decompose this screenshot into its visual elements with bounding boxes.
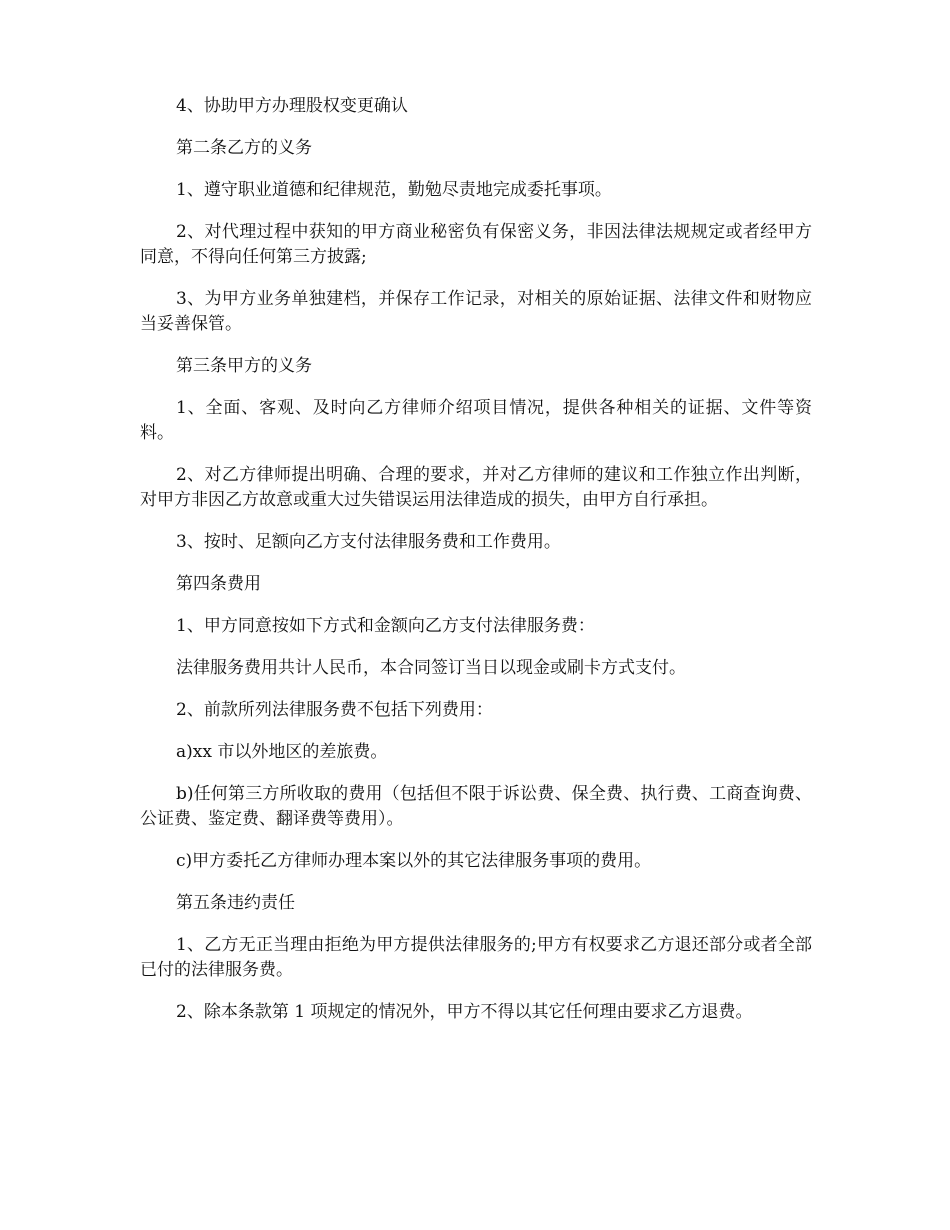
paragraph: 1、全面、客观、及时向乙方律师介绍项目情况，提供各种相关的证据、文件等资料。 — [140, 398, 812, 443]
paragraph: 法律服务费用共计人民币，本合同签订当日以现金或刷卡方式支付。 — [176, 658, 686, 678]
paragraph: 1、甲方同意按如下方式和金额向乙方支付法律服务费： — [176, 616, 595, 636]
section-heading: 第五条违约责任 — [176, 893, 295, 913]
section-heading: 第二条乙方的义务 — [176, 138, 312, 158]
paragraph: b)任何第三方所收取的费用（包括但不限于诉讼费、保全费、执行费、工商查询费、公证费、鉴定费、翻译费等费用）。 — [140, 784, 812, 829]
section-heading: 第四条费用 — [176, 574, 261, 594]
paragraph: a)xx 市以外地区的差旅费。 — [176, 742, 388, 762]
document-body — [140, 94, 812, 1042]
paragraph: 1、乙方无正当理由拒绝为甲方提供法律服务的;甲方有权要求乙方退还部分或者全部已付的法律服务费。 — [140, 935, 812, 980]
paragraph: 2、对代理过程中获知的甲方商业秘密负有保密义务，非因法律法规规定或者经甲方同意，不得向任何第三方披露; — [140, 222, 812, 267]
paragraph: 1、遵守职业道德和纪律规范，勤勉尽责地完成委托事项。 — [176, 180, 612, 200]
paragraph: 3、按时、足额向乙方支付法律服务费和工作费用。 — [176, 532, 561, 552]
paragraph: 2、对乙方律师提出明确、合理的要求，并对乙方律师的建议和工作独立作出判断，对甲方非因乙方故意或重大过失错误运用法律造成的损失，由甲方自行承担。 — [140, 465, 812, 510]
paragraph: 2、前款所列法律服务费不包括下列费用： — [176, 700, 493, 720]
paragraph: 3、为甲方业务单独建档，并保存工作记录，对相关的原始证据、法律文件和财物应当妥善保管。 — [140, 289, 812, 334]
paragraph: 4、协助甲方办理股权变更确认 — [176, 96, 408, 116]
paragraph: 2、除本条款第 1 项规定的情况外，甲方不得以其它任何理由要求乙方退费。 — [176, 1002, 753, 1022]
paragraph: c)甲方委托乙方律师办理本案以外的其它法律服务事项的费用。 — [176, 851, 652, 871]
section-heading: 第三条甲方的义务 — [176, 356, 312, 376]
